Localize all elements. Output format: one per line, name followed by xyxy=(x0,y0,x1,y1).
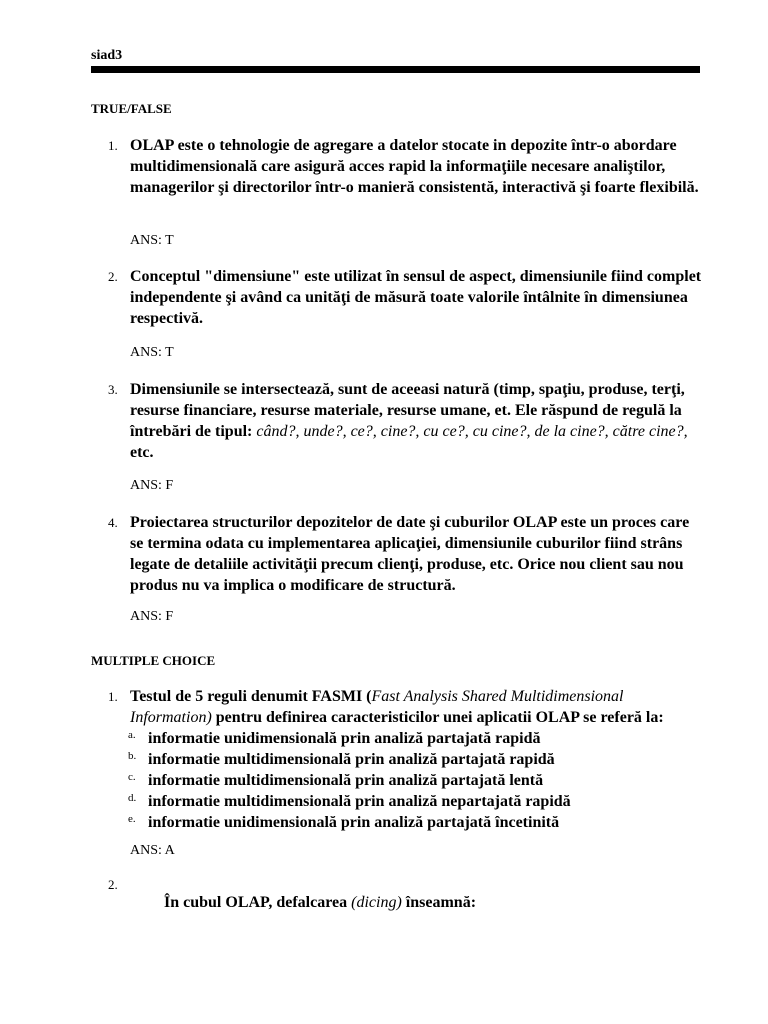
option-item xyxy=(128,791,571,812)
answer-label: ANS: F xyxy=(130,609,174,624)
question-number: 2. xyxy=(108,877,118,892)
option-text: informatie unidimensională prin analiză partajată încetinită xyxy=(148,814,560,831)
question-text: Proiectarea structurilor depozitelor de date şi cuburilor OLAP este un proces care se termina odata cu implementarea aplicaţiei, dimensiunile cuburilor fiind strâns legate de detaliile activităţii precum clienţi, produse, etc. Orice nou client sau nou produs nu va implica o modificare de structură. xyxy=(130,514,690,594)
answer-label: ANS: T xyxy=(130,345,174,360)
option-text: informatie multidimensională prin analiză nepartajată rapidă xyxy=(148,793,571,810)
question-text-italic: Fast Analysis Shared Multidimensional Information) xyxy=(130,688,624,726)
section-title-true-false: TRUE/FALSE xyxy=(91,101,172,116)
question-text xyxy=(130,686,705,728)
question-text xyxy=(164,892,704,913)
option-letter: b. xyxy=(128,750,137,762)
question-text-end: etc. xyxy=(130,444,154,461)
option-letter: d. xyxy=(128,792,137,804)
question-text-main: Dimensiunile se intersectează, sunt de aceeasi natură (timp, spaţiu, produse, terţi, resurse financiare, resurse materiale, resurse umane, et. Ele răspund de regulă la întrebări de tipul: xyxy=(130,381,685,440)
question-text: OLAP este o tehnologie de agregare a datelor stocate in depozite într-o abordare multidimensională care asigură acces rapid la informaţiile necesare analiştilor, managerilor şi directorilor într-o manieră consistentă, interactivă şi foarte flexibilă. xyxy=(130,137,699,196)
question-text xyxy=(130,379,705,463)
option-item xyxy=(128,749,555,770)
option-text: informatie multidimensională prin analiză partajată rapidă xyxy=(148,751,555,768)
question-text: Conceptul "dimensiune" este utilizat în sensul de aspect, dimensiunile fiind complet independente şi având ca unităţi de măsură toate valorile întâlnite în dimensiunea respectivă. xyxy=(130,268,702,327)
question-number: 2. xyxy=(108,269,118,284)
section-title-multiple-choice: MULTIPLE CHOICE xyxy=(91,653,216,668)
question-text-end: pentru definirea caracteristicilor unei aplicatii OLAP se referă la: xyxy=(211,709,664,726)
question-text-main: În cubul OLAP, defalcarea xyxy=(164,894,352,911)
question-text-main: Testul de 5 reguli denumit FASMI ( xyxy=(130,688,372,705)
question-text-italic: când?, unde?, ce?, cine?, cu ce?, cu cine?, de la cine?, către cine?, xyxy=(256,423,688,440)
question-number: 3. xyxy=(108,382,118,397)
question-number: 1. xyxy=(108,689,118,704)
header-rule xyxy=(91,66,700,73)
question-number: 1. xyxy=(108,138,118,153)
question-text-italic: (dicing) xyxy=(351,894,402,911)
option-item xyxy=(128,812,559,833)
option-item xyxy=(128,728,540,749)
option-letter: a. xyxy=(128,729,136,741)
answer-label: ANS: T xyxy=(130,233,174,248)
answer-label: ANS: F xyxy=(130,478,174,493)
question-number: 4. xyxy=(108,515,118,530)
option-letter: e. xyxy=(128,813,136,825)
option-text: informatie multidimensională prin analiză partajată lentă xyxy=(148,772,544,789)
question-text-end: înseamnă: xyxy=(401,894,477,911)
option-text: informatie unidimensională prin analiză partajată rapidă xyxy=(148,730,541,747)
answer-label: ANS: A xyxy=(130,843,175,858)
option-item xyxy=(128,770,543,791)
option-letter: c. xyxy=(128,771,136,783)
page-header-title: siad3 xyxy=(91,48,123,63)
